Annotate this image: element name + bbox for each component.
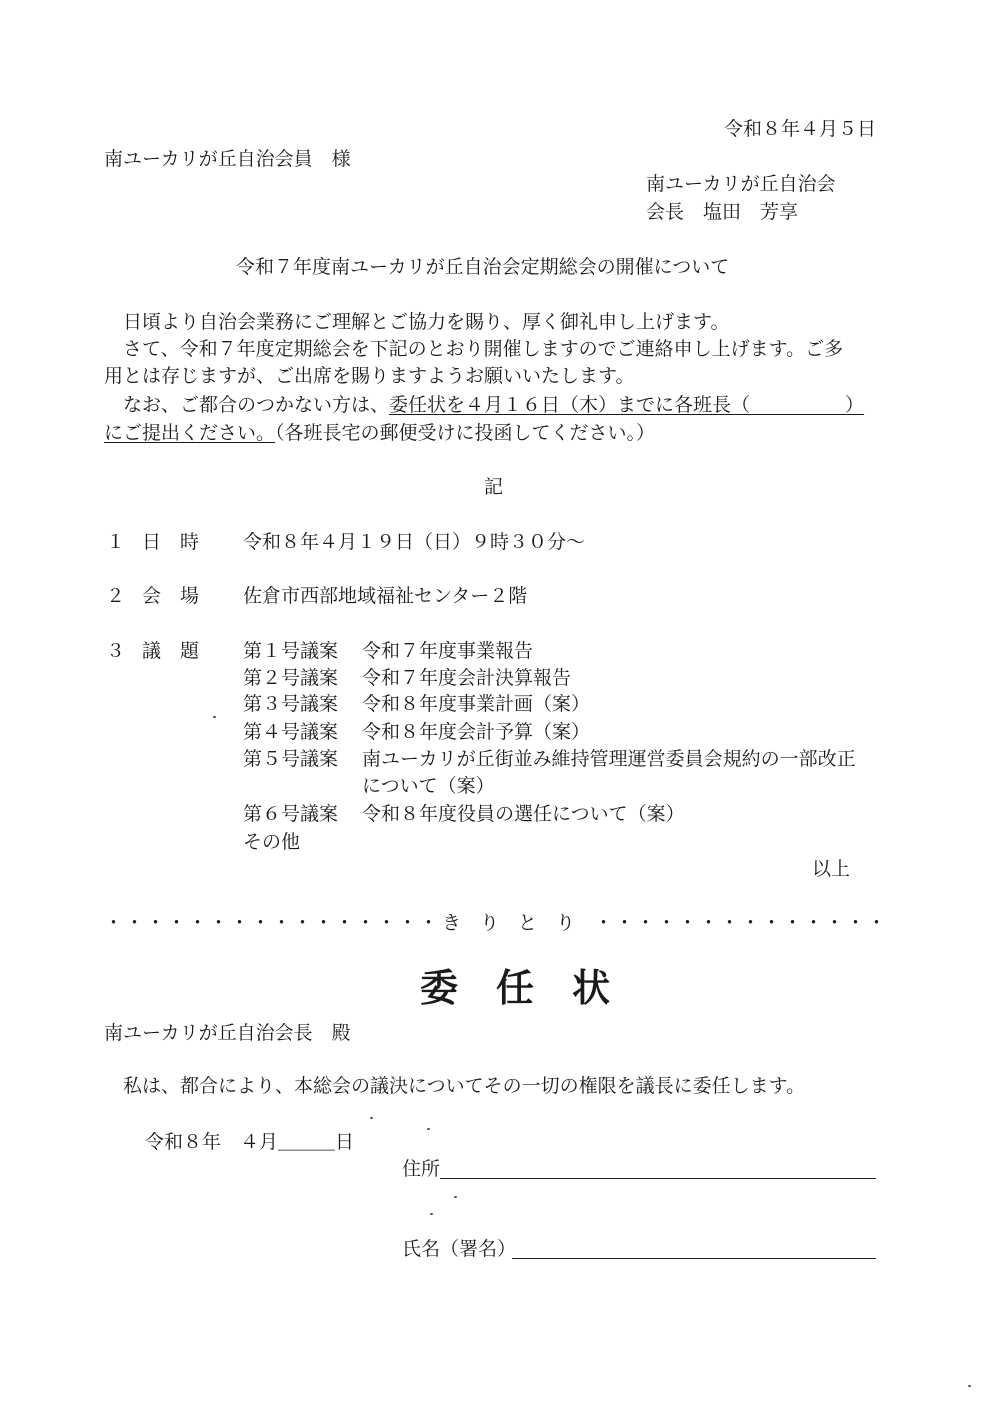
proxy-title: 委 任 状 <box>420 966 611 1010</box>
agenda-5-text-cont: について（案） <box>362 775 495 797</box>
item-3-label: 議 題 <box>142 640 200 662</box>
cut-dots-right: ・・・・・・・・・・・・・・ <box>594 912 889 934</box>
agenda-3-number: 第３号議案 <box>243 693 339 715</box>
name-label: 氏名（署名） <box>402 1238 517 1260</box>
proxy-addressee: 南ユーカリが丘自治会長 殿 <box>104 1022 351 1044</box>
sender-org: 南ユーカリが丘自治会 <box>646 173 836 195</box>
body-line-4 <box>123 394 864 417</box>
cut-label: き り と り <box>442 912 576 934</box>
proxy-statement: 私は、都合により、本総会の議決についてその一切の権限を議長に委任します。 <box>123 1075 806 1097</box>
item-3-number: ３ <box>106 640 126 662</box>
agenda-4-number: 第４号議案 <box>243 721 339 743</box>
agenda-4-text: 令和８年度会計予算（案） <box>362 721 591 743</box>
agenda-2-text: 令和７年度会計決算報告 <box>362 667 572 689</box>
item-1-number: １ <box>106 531 126 553</box>
scan-speck <box>370 1117 373 1119</box>
body-line-4-text: なお、ご都合のつかない方は、 <box>123 394 390 416</box>
agenda-2-number: 第２号議案 <box>243 667 339 689</box>
letter-date: 令和８年４月５日 <box>724 118 877 140</box>
address-line[interactable] <box>440 1178 876 1179</box>
agenda-5-text: 南ユーカリが丘街並み維持管理運営委員会規約の一部改正 <box>362 748 856 770</box>
body-line-5 <box>104 422 655 445</box>
scan-speck <box>427 1128 430 1130</box>
item-1-value: 令和８年４月１９日（日）９時３０分～ <box>243 531 586 553</box>
agenda-1-number: 第１号議案 <box>243 640 339 662</box>
agenda-5-number: 第５号議案 <box>243 748 339 770</box>
submit-underlined: にご提出ください。 <box>104 422 276 444</box>
name-signature-line[interactable] <box>512 1258 876 1259</box>
body-line-3: 用とは存じますが、ご出席を賜りますようお願いいたします。 <box>104 365 635 387</box>
scan-speck <box>430 1213 433 1215</box>
ijo-closing: 以上 <box>812 858 851 880</box>
ki-heading: 記 <box>484 476 504 498</box>
body-line-1: 日頃より自治会業務にご理解とご協力を賜り、厚く御礼申し上げます。 <box>123 311 730 333</box>
agenda-1-text: 令和７年度事業報告 <box>362 640 534 662</box>
scan-speck <box>213 716 216 718</box>
sender-name: 会長 塩田 芳享 <box>646 201 799 223</box>
document-title: 令和７年度南ユーカリが丘自治会定期総会の開催について <box>236 256 730 278</box>
item-1-label: 日 時 <box>142 531 200 553</box>
scan-speck <box>454 1196 457 1198</box>
address-label: 住所 <box>402 1158 441 1180</box>
body-line-5-note: （各班長宅の郵便受けに投函してください。） <box>275 422 656 444</box>
agenda-6-number: 第６号議案 <box>243 803 339 825</box>
recipient: 南ユーカリが丘自治会員 様 <box>104 148 351 170</box>
scan-speck <box>968 1385 971 1387</box>
body-line-2: さて、令和７年度定期総会を下記のとおり開催しますのでご連絡申し上げます。ご多 <box>123 338 844 360</box>
cut-dots-left: ・・・・・・・・・・・・・・・・ <box>104 912 441 934</box>
deadline-underlined: 委任状を４月１６日（木）までに各班長（ ） <box>389 394 865 416</box>
agenda-3-text: 令和８年度事業計画（案） <box>362 693 591 715</box>
item-2-number: ２ <box>106 585 126 607</box>
agenda-other: その他 <box>243 831 301 853</box>
item-2-label: 会 場 <box>142 585 200 607</box>
proxy-date: 令和８年 ４月＿＿＿日 <box>145 1131 355 1153</box>
item-2-value: 佐倉市西部地域福祉センター２階 <box>243 585 528 607</box>
agenda-6-text: 令和８年度役員の選任について（案） <box>362 803 685 825</box>
